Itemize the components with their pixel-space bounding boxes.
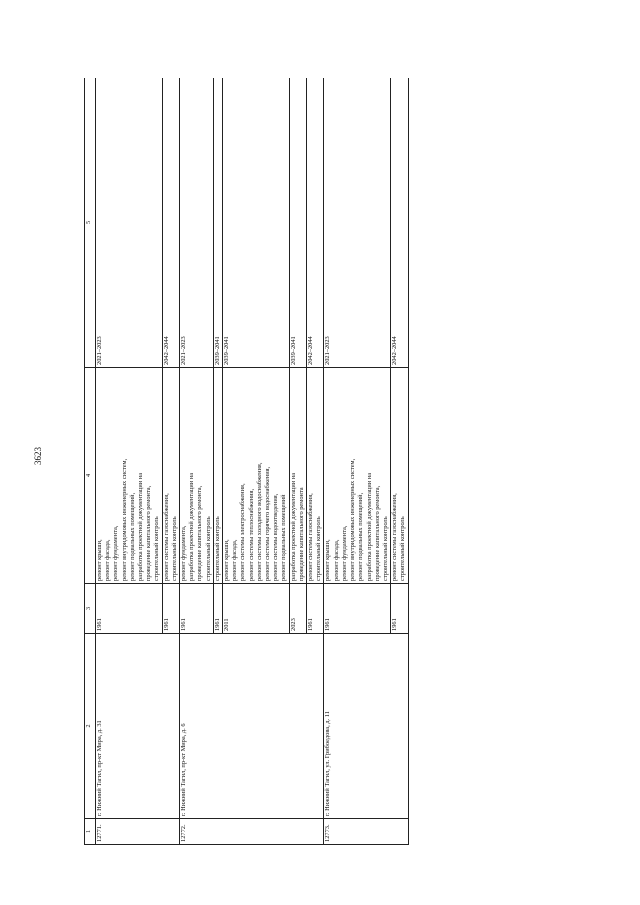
works-cell	[289, 368, 306, 584]
row-number: 12773.	[324, 819, 408, 845]
work-item: ремонт подвальных помещений	[280, 494, 288, 581]
table-row	[324, 78, 391, 845]
work-item: строительный контроль	[399, 516, 407, 581]
year-cell: 1961	[391, 584, 408, 634]
work-item: ремонт системы газоснабжения,	[162, 493, 170, 581]
work-item: ремонт крыши,	[96, 539, 103, 581]
row-number: 12772.	[180, 819, 324, 845]
work-item: проведение капитального ремонта	[297, 487, 305, 581]
work-item: ремонт крыши,	[223, 539, 231, 581]
work-item: ремонт внутридомовых инженерных систем,	[120, 458, 128, 581]
works-cell	[180, 368, 214, 584]
period-cell: 2021–2023	[324, 78, 391, 368]
year-cell: 1961	[307, 584, 324, 634]
work-item: ремонт фундамента,	[112, 525, 120, 581]
table-body	[96, 78, 409, 845]
works-cell	[96, 368, 163, 584]
period-cell: 2039–2041	[213, 78, 222, 368]
year-cell: 1961	[324, 584, 391, 634]
year-cell: 2011	[223, 584, 290, 634]
work-item: ремонт фундамента,	[340, 525, 348, 581]
works-cell	[162, 368, 179, 584]
works-cell	[213, 368, 222, 584]
period-cell: 2042–2044	[162, 78, 179, 368]
works-cell	[223, 368, 290, 584]
column-header: 1	[85, 819, 96, 845]
work-item: ремонт фасада,	[231, 539, 239, 581]
work-item: проведение капитального ремонта,	[145, 485, 153, 581]
work-item: ремонт системы горячего водоснабжения,	[264, 466, 272, 581]
work-item: проведение капитального ремонта,	[196, 485, 204, 581]
work-item: разработка проектной документации на	[137, 472, 145, 581]
work-item: ремонт системы газоснабжения,	[391, 493, 399, 581]
works-cell	[324, 368, 391, 584]
work-item: ремонт фундамента,	[180, 525, 188, 581]
work-item: строительный контроль	[153, 516, 161, 581]
works-cell	[307, 368, 324, 584]
work-item: ремонт крыши,	[324, 539, 332, 581]
column-header: 2	[85, 634, 96, 819]
page-number: 3623	[33, 447, 43, 465]
year-cell: 1961	[162, 584, 179, 634]
period-cell: 2042–2044	[391, 78, 408, 368]
work-item: строительный контроль	[381, 516, 389, 581]
period-cell: 2042–2044	[307, 78, 324, 368]
work-item: строительный контроль	[315, 516, 323, 581]
column-header: 5	[85, 78, 96, 368]
work-item: ремонт системы теплоснабжения,	[247, 488, 255, 581]
rotated-table-container	[84, 78, 542, 845]
work-item: ремонт подвальных помещений,	[128, 492, 136, 581]
work-item: разработка проектной документации на	[365, 472, 373, 581]
year-cell: 1961	[180, 584, 214, 634]
work-item: ремонт системы газоснабжения,	[307, 493, 315, 581]
address-cell: г. Нижний Тагил, пр-кт Мира, д. 31	[96, 634, 180, 819]
work-item: ремонт системы электроснабжения,	[239, 483, 247, 581]
works-cell	[391, 368, 408, 584]
year-cell: 2023	[289, 584, 306, 634]
column-header: 4	[85, 368, 96, 584]
header-row	[85, 78, 96, 845]
address-cell: г. Нижний Тагил, ул. Грибоедова, д. 11	[324, 634, 408, 819]
work-item: ремонт внутридомовых инженерных систем,	[349, 458, 357, 581]
period-cell: 2021–2023	[96, 78, 163, 368]
work-item: ремонт системы водоотведения,	[272, 493, 280, 581]
table-row	[96, 78, 163, 845]
year-cell: 1961	[213, 584, 222, 634]
work-item: ремонт фасада,	[332, 539, 340, 581]
repair-schedule-table	[84, 78, 409, 845]
table-frame	[84, 78, 542, 845]
period-cell: 2039–2041	[223, 78, 290, 368]
period-cell: 2039–2041	[289, 78, 306, 368]
work-item: проведение капитального ремонта,	[373, 485, 381, 581]
work-item: строительный контроль	[213, 516, 221, 581]
column-header: 3	[85, 584, 96, 634]
address-cell: г. Нижний Тагил, пр-кт Мира, д. 6	[180, 634, 324, 819]
period-cell: 2021–2023	[180, 78, 214, 368]
work-item: разработка проектной документации на	[188, 472, 196, 581]
work-item: ремонт системы холодного водоснабжения,	[255, 462, 263, 581]
work-item: разработка проектной документации на	[289, 472, 297, 581]
work-item: ремонт подвальных помещений,	[357, 492, 365, 581]
work-item: строительный контроль	[204, 516, 212, 581]
work-item: ремонт фасада,	[104, 539, 112, 581]
row-number: 12771.	[96, 819, 180, 845]
table-row	[180, 78, 214, 845]
year-cell: 1961	[96, 584, 163, 634]
work-item: строительный контроль	[170, 516, 178, 581]
